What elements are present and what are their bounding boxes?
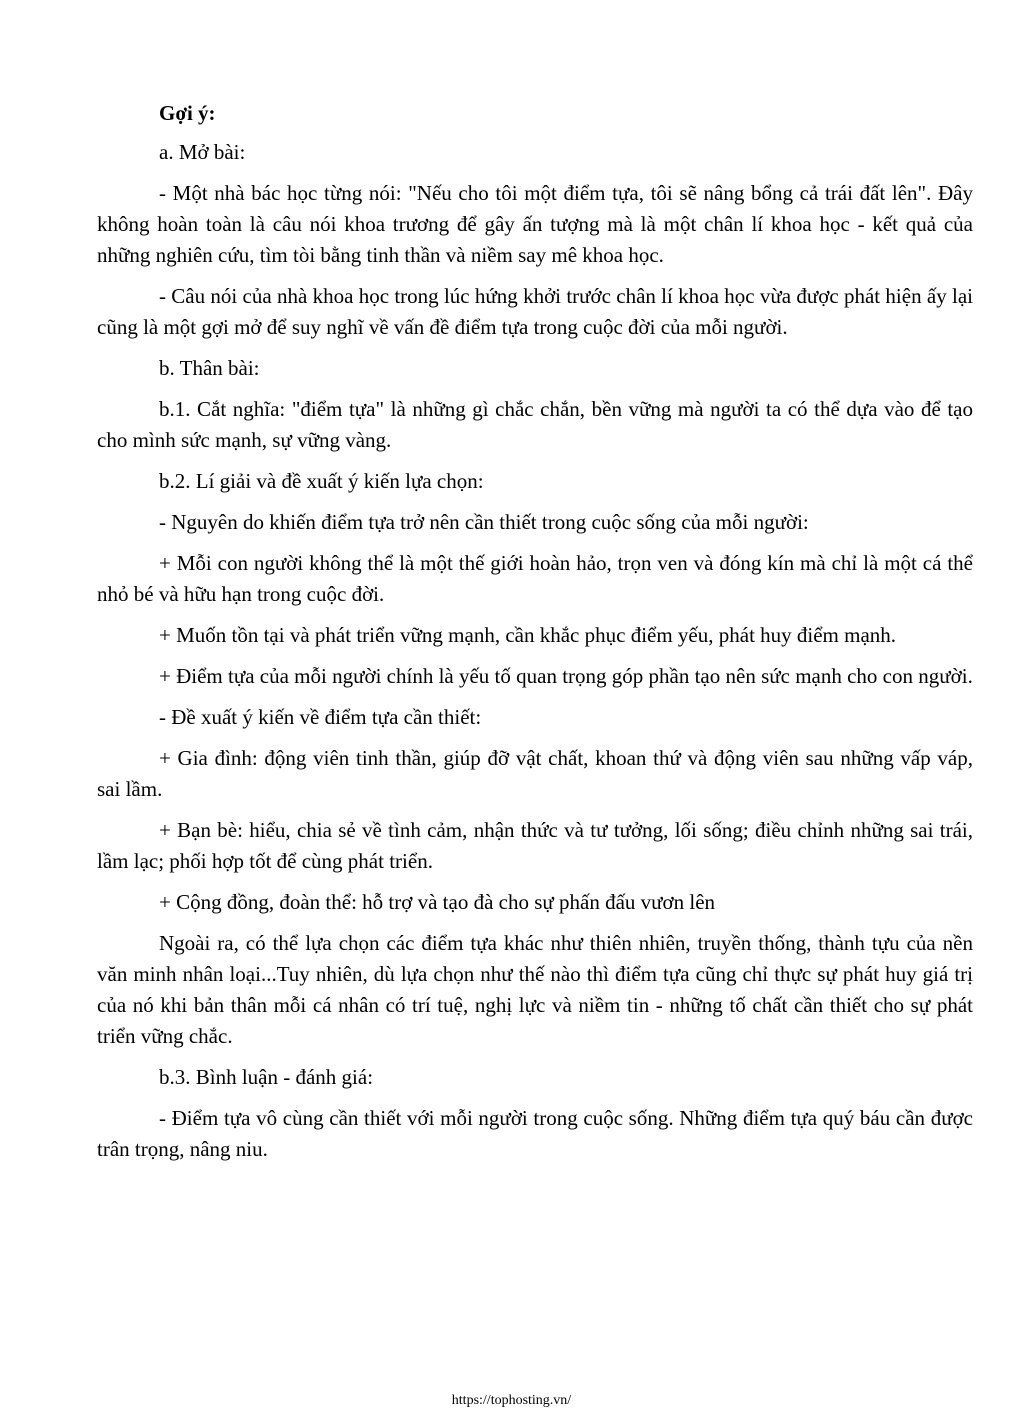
paragraph-quote: - Một nhà bác học từng nói: "Nếu cho tôi một điểm tựa, tôi sẽ nâng bổng cả trái đất lên". Đây không hoàn toàn là câu nói khoa trương để gây ấn tượng mà là một chân lí khoa học - kết quả của những nghiên cứu, tìm tòi bằng tinh thần và niềm say mê khoa học. (97, 181, 973, 267)
paragraph-proposal-family: + Gia đình: động viên tinh thần, giúp đỡ vật chất, khoan thứ và động viên sau những vấp váp, sai lầm. (97, 746, 973, 801)
paragraph-reason-intro: - Nguyên do khiến điểm tựa trở nên cần thiết trong cuộc sống của mỗi người: (159, 510, 809, 534)
paragraph-proposal-friends: + Bạn bè: hiểu, chia sẻ về tình cảm, nhận thức và tư tưởng, lối sống; điều chỉnh những sai trái, lầm lạc; phối hợp tốt để cùng phát triển. (97, 818, 973, 873)
paragraph-proposal-community: + Cộng đồng, đoàn thể: hỗ trợ và tạo đà cho sự phấn đấu vươn lên (159, 890, 716, 914)
paragraph-reason-2: + Muốn tồn tại và phát triển vững mạnh, cần khắc phục điểm yếu, phát huy điểm mạnh. (159, 623, 897, 647)
paragraph-reason-1: + Mỗi con người không thể là một thế giới hoàn hảo, trọn ven và đóng kín mà chỉ là một cá thể nhỏ bé và hữu hạn trong cuộc đời. (97, 551, 973, 606)
paragraph-proposal-intro: - Đề xuất ý kiến về điểm tựa cần thiết: (159, 705, 482, 729)
paragraph-other-options: Ngoài ra, có thể lựa chọn các điểm tựa khác như thiên nhiên, truyền thống, thành tựu của nền văn minh nhân loại...Tuy nhiên, dù lựa chọn như thế nào thì điểm tựa cũng chỉ thực sự phát huy giá trị của nó khi bản thân mỗi cá nhân có trí tuệ, nghị lực và niềm tin - những tố chất cần thiết cho sự phát triển vững chắc. (97, 931, 973, 1048)
paragraph-b1: b.1. Cắt nghĩa: "điểm tựa" là những gì chắc chắn, bền vững mà người ta có thể dựa vào để tạo cho mình sức mạnh, sự vững vàng. (97, 397, 973, 452)
paragraph-mo-bai-title: a. Mở bài: (159, 140, 246, 164)
paragraph-quote-meaning: - Câu nói của nhà khoa học trong lúc hứng khởi trước chân lí khoa học vừa được phát hiện ấy lại cũng là một gợi mở để suy nghĩ về vấn đề điểm tựa trong cuộc đời của mỗi người. (97, 284, 973, 339)
section-heading: Gợi ý: (159, 101, 216, 125)
paragraph-reason-3: + Điểm tựa của mỗi người chính là yếu tố quan trọng góp phần tạo nên sức mạnh cho con người. (159, 664, 973, 688)
footer-url: https://tophosting.vn/ (451, 1393, 572, 1408)
paragraph-than-bai-title: b. Thân bài: (159, 356, 260, 380)
paragraph-b3-title: b.3. Bình luận - đánh giá: (159, 1065, 374, 1089)
paragraph-b3-conclusion: - Điểm tựa vô cùng cần thiết với mỗi người trong cuộc sống. Những điểm tựa quý báu cần được trân trọng, nâng niu. (97, 1106, 973, 1161)
paragraph-b2-title: b.2. Lí giải và đề xuất ý kiến lựa chọn: (159, 469, 484, 493)
document-body (97, 98, 973, 1175)
